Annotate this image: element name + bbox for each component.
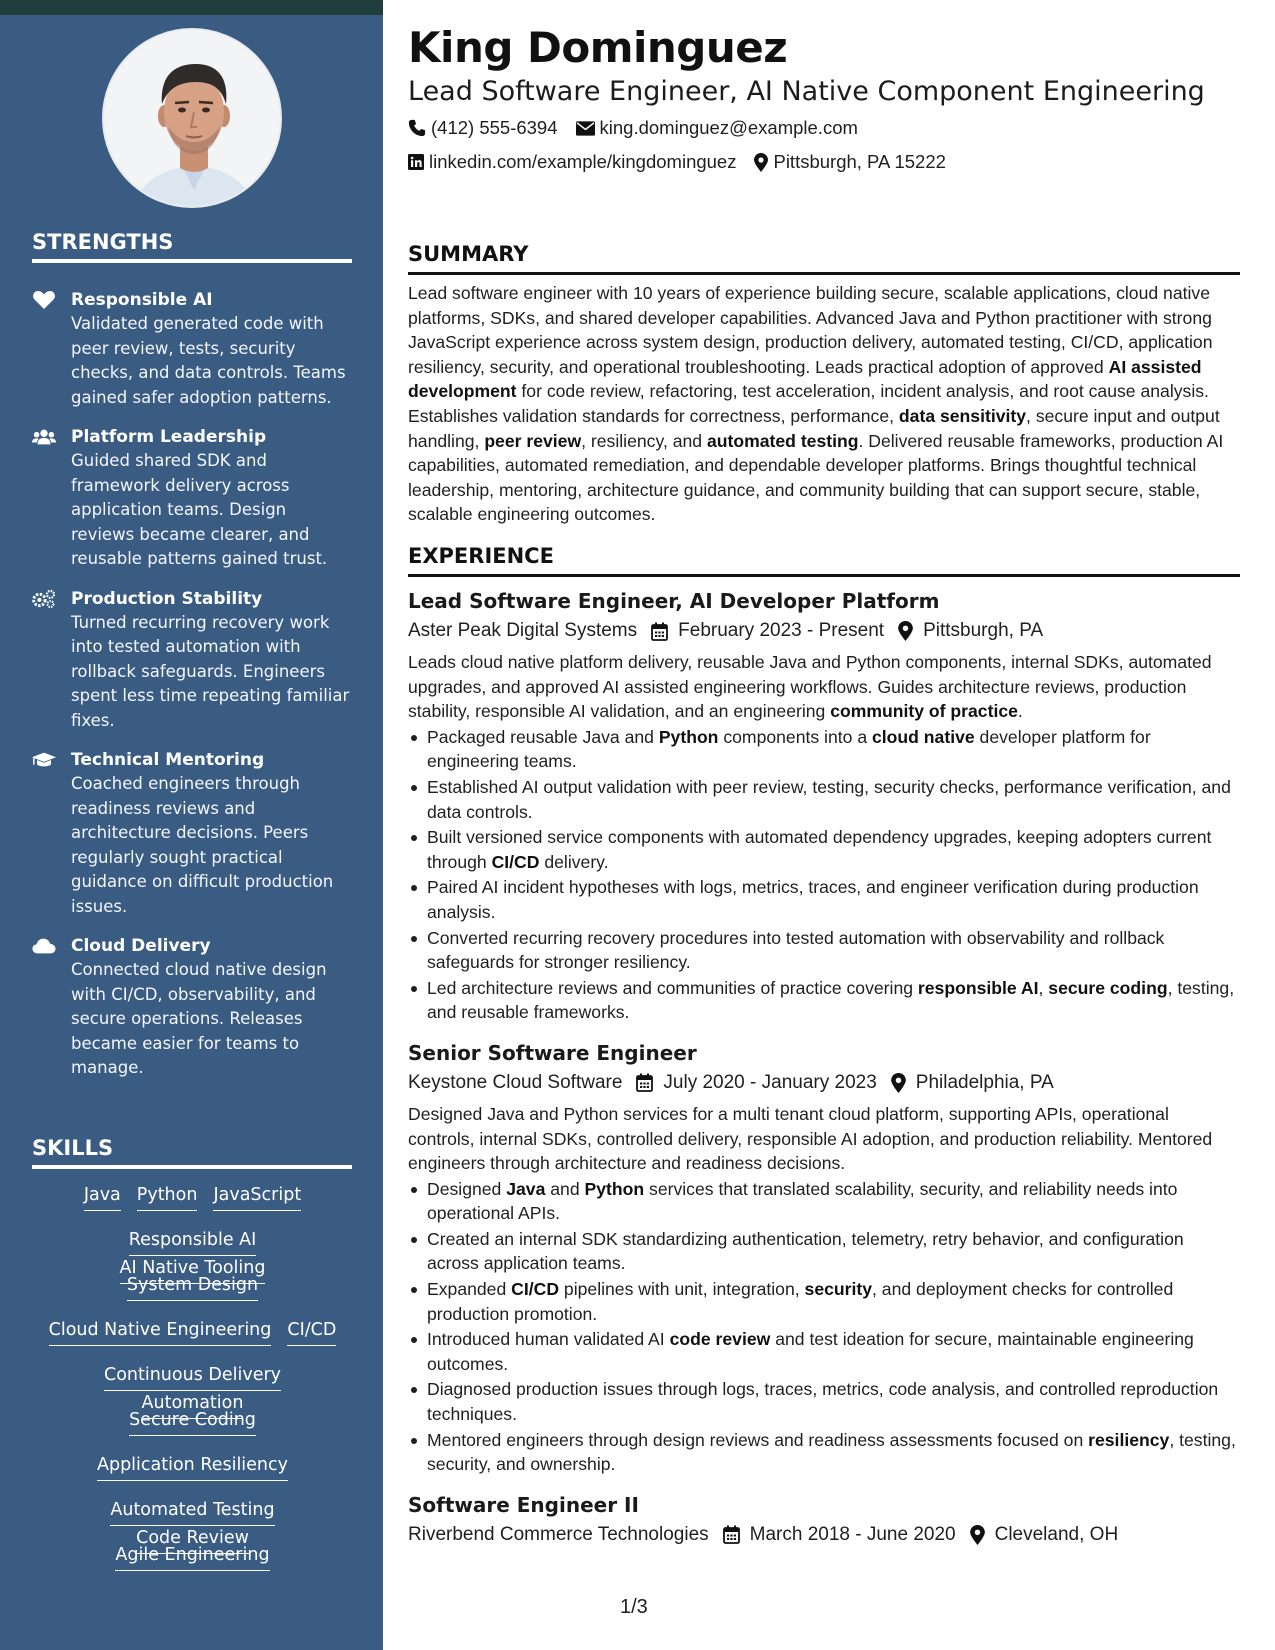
skill-row [40, 1453, 345, 1498]
job-description: Leads cloud native platform delivery, reusable Java and Python components, internal SDKs, automated upgrades, and approved AI assisted engineering workflows. Guides architecture reviews, production stability, responsible AI validation, and an engineering community of practice. [408, 652, 1212, 722]
users-icon [32, 427, 56, 447]
linkedin-url[interactable]: linkedin.com/example/kingdominguez [429, 151, 737, 172]
skill-tag: Python [137, 1183, 198, 1211]
job-location [898, 615, 1043, 647]
calendar-icon [651, 622, 668, 641]
bullet-item: Diagnosed production issues through logs, traces, metrics, code analysis, and controlled reproduction techniques. [408, 1377, 1240, 1426]
email-address[interactable]: king.dominguez@example.com [599, 117, 858, 138]
jobs-list [408, 587, 1240, 1551]
bullet-item: Designed Java and Python services that translated scalability, security, and reliability needs into operational APIs. [408, 1177, 1240, 1226]
job-description: Designed Java and Python services for a multi tenant cloud platform, supporting APIs, operational controls, internal SDKs, controlled delivery, responsible AI adoption, and production reliability. Mentored engineers through architecture and readiness decisions. [408, 1103, 1213, 1174]
sidebar [0, 0, 383, 1650]
skill-tag: Continuous Delivery [104, 1363, 281, 1391]
job-meta [408, 1519, 1240, 1551]
strengths-heading: STRENGTHS [32, 230, 352, 263]
strength-item [32, 425, 354, 572]
map-pin-icon [898, 621, 913, 641]
bullet-item: Converted recurring recovery procedures into tested automation with observability and rollback safeguards for stronger resiliency. [408, 926, 1240, 975]
skill-tag: CI/CD [287, 1318, 336, 1346]
skill-row [40, 1543, 345, 1588]
skill-row [40, 1228, 345, 1278]
map-pin-icon [754, 153, 768, 172]
linkedin-icon [408, 154, 424, 170]
job-location-text: Pittsburgh, PA [923, 620, 1044, 641]
bullet-item: Established AI output validation with peer review, testing, security checks, performance verification, and data controls. [408, 775, 1240, 824]
skill-tag: Cloud Native Engineering [49, 1318, 272, 1346]
skill-tag: Agile Engineering [115, 1543, 269, 1571]
strength-text: Validated generated code with peer review, tests, security checks, and data controls. Teams gained safer adoption patterns. [71, 314, 346, 407]
job-title: Lead Software Engineer, AI Developer Platform [408, 589, 940, 613]
strength-item [32, 748, 354, 919]
cloud-icon [32, 936, 56, 956]
skill-tag: Application Resiliency [97, 1453, 288, 1481]
bullet-item: Expanded CI/CD pipelines with unit, integration, security, and deployment checks for controlled production promotion. [408, 1277, 1240, 1326]
strength-text: Connected cloud native design with CI/CD, observability, and secure operations. Releases became easier for teams to manage. [71, 960, 327, 1077]
candidate-headline: Lead Software Engineer, AI Native Component Engineering [408, 76, 1205, 107]
gears-icon [32, 589, 56, 609]
skills-list [40, 1183, 345, 1588]
email-contact[interactable] [576, 112, 858, 144]
job-entry [408, 1039, 1240, 1477]
job-bullets [408, 1177, 1240, 1477]
bullet-item: Introduced human validated AI code review and test ideation for secure, maintainable engineering outcomes. [408, 1327, 1240, 1376]
location-text: Pittsburgh, PA 15222 [773, 151, 946, 172]
phone-contact [408, 112, 558, 144]
strengths-list [32, 288, 354, 1096]
job-entry [408, 587, 1240, 1025]
strength-title: Platform Leadership [71, 427, 267, 447]
job-meta [408, 1067, 1240, 1099]
skill-tag: Secure Coding [129, 1408, 256, 1436]
skill-row [40, 1498, 345, 1548]
job-location [891, 1067, 1054, 1099]
bullet-item: Mentored engineers through design reviews and readiness assessments focused on resiliency, testing, security, and ownership. [408, 1428, 1240, 1477]
phone-number: (412) 555-6394 [431, 117, 558, 138]
candidate-name: King Dominguez [408, 23, 788, 72]
skill-tag: Automated Testing [110, 1498, 274, 1526]
experience-section [408, 542, 1240, 1551]
envelope-icon [576, 121, 595, 136]
contact-row [408, 112, 1240, 144]
phone-icon [408, 119, 426, 137]
strength-text: Turned recurring recovery work into tested automation with rollback safeguards. Engineers spent less time repeating familiar fixes. [71, 612, 350, 730]
job-meta [408, 615, 1240, 647]
page-number: 1/3 [620, 1596, 648, 1618]
company-name: Aster Peak Digital Systems [408, 620, 638, 641]
job-location-text: Philadelphia, PA [915, 1071, 1054, 1093]
skill-row [40, 1273, 345, 1318]
job-dates [636, 1067, 876, 1099]
skill-tag: Responsible AI [129, 1228, 257, 1256]
strength-title: Cloud Delivery [71, 936, 211, 956]
map-pin-icon [891, 1073, 906, 1093]
strength-title: Responsible AI [71, 290, 213, 310]
skill-tag: AI Native Tooling [120, 1256, 266, 1284]
location-contact [754, 146, 945, 178]
skill-row [40, 1183, 345, 1228]
job-location [970, 1519, 1119, 1551]
job-bullets [408, 725, 1240, 1025]
job-dates-text: July 2020 - January 2023 [663, 1071, 877, 1093]
calendar-icon [636, 1073, 653, 1092]
company-name: Keystone Cloud Software [408, 1071, 623, 1093]
calendar-icon [723, 1525, 740, 1544]
header [408, 22, 1240, 178]
job-dates-text: February 2023 - Present [678, 620, 885, 641]
strength-item [32, 587, 354, 734]
skill-row [40, 1318, 345, 1363]
skill-tag: Code Review [136, 1526, 249, 1554]
strength-item [32, 934, 354, 1081]
linkedin-contact[interactable] [408, 146, 736, 178]
experience-heading: EXPERIENCE [408, 542, 1240, 577]
graduation-cap-icon [32, 750, 56, 770]
sidebar-top-bar [0, 0, 383, 15]
summary-section [408, 240, 1240, 527]
bullet-item: Led architecture reviews and communities of practice covering responsible AI, secure coding, testing, and reusable frameworks. [408, 976, 1240, 1025]
bullet-item: Created an internal SDK standardizing authentication, telemetry, retry behavior, and configuration across application teams. [408, 1227, 1240, 1276]
skill-row [40, 1408, 345, 1453]
company-name: Riverbend Commerce Technologies [408, 1523, 709, 1545]
bullet-item: Packaged reusable Java and Python components into a cloud native developer platform for engineering teams. [408, 725, 1240, 774]
skill-tag: Automation [142, 1391, 244, 1419]
skill-tag: JavaScript [213, 1183, 301, 1211]
job-entry [408, 1491, 1240, 1551]
job-location-text: Cleveland, OH [994, 1523, 1119, 1545]
strength-item [32, 288, 354, 410]
strength-title: Technical Mentoring [71, 750, 265, 770]
skill-tag: System Design [127, 1273, 258, 1301]
job-title: Software Engineer II [408, 1492, 639, 1517]
skill-row [40, 1363, 345, 1413]
job-title: Senior Software Engineer [408, 1040, 697, 1065]
skills-heading: SKILLS [32, 1136, 352, 1169]
strength-text: Coached engineers through readiness reviews and architecture decisions. Peers regularly sought practical guidance on difficult production issues. [71, 774, 334, 916]
skill-tag: Java [84, 1183, 121, 1211]
heart-icon [32, 290, 56, 310]
summary-heading: SUMMARY [408, 240, 1240, 275]
bullet-item: Paired AI incident hypotheses with logs, metrics, traces, and engineer verification during production analysis. [408, 875, 1240, 924]
avatar [102, 28, 282, 208]
job-dates [651, 615, 884, 647]
summary-text: Lead software engineer with 10 years of experience building secure, scalable applications, cloud native platforms, SDKs, and shared developer capabilities. Advanced Java and Python practitioner with strong JavaScript experience across system design, production delivery, automated testing, CI/CD, application resiliency, security, and operational troubleshooting. Leads practical adoption of approved AI assisted development for code review, refactoring, test acceleration, incident analysis, and root cause analysis. Establishes validation standards for correctness, performance, data sensitivity, secure input and output handling, peer review, resiliency, and automated testing. Delivered reusable frameworks, production AI capabilities, automated remediation, and dependable developer platforms. Brings thoughtful technical leadership, mentoring, architecture guidance, and community building that can support secure, stable, scalable engineering outcomes. [408, 283, 1224, 525]
strength-title: Production Stability [71, 588, 263, 609]
job-dates [723, 1519, 956, 1551]
job-dates-text: March 2018 - June 2020 [749, 1523, 956, 1545]
bullet-item: Built versioned service components with automated dependency upgrades, keeping adopters current through CI/CD delivery. [408, 825, 1240, 874]
strength-text: Guided shared SDK and framework delivery across application teams. Design reviews became clearer, and reusable patterns gained trust. [71, 451, 328, 568]
map-pin-icon [970, 1525, 985, 1545]
contact-row-2 [408, 146, 1240, 178]
